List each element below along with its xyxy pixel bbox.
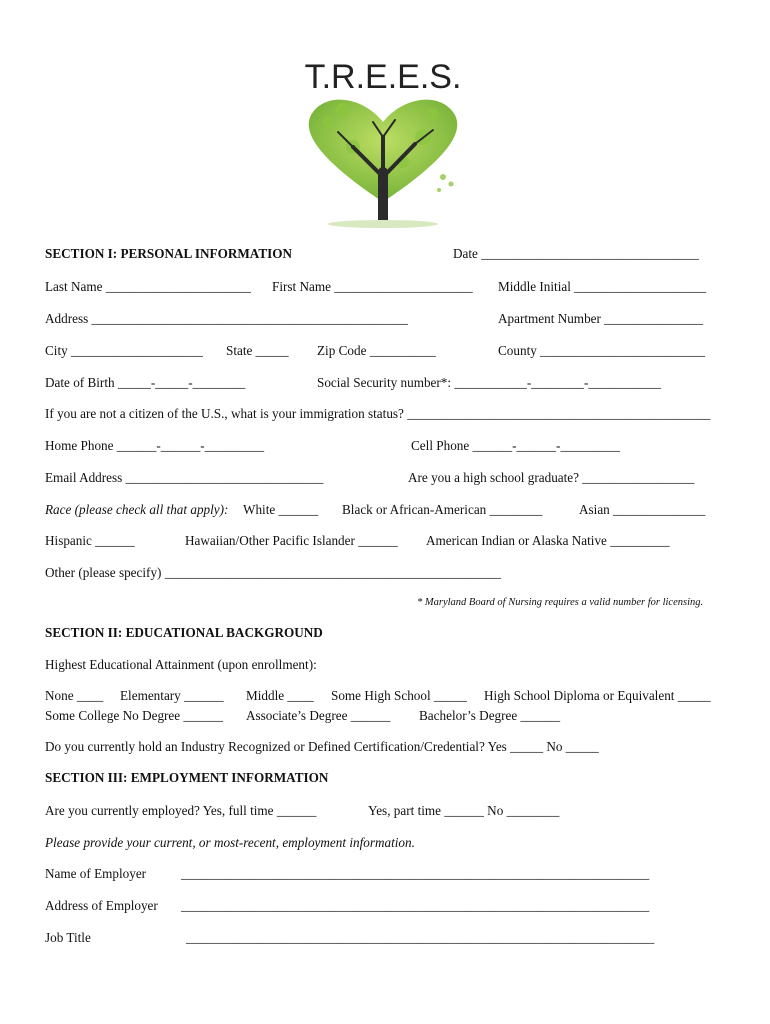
cell-phone-field[interactable]: Cell Phone ______-______-_________: [411, 438, 620, 453]
employment-instruction: Please provide your current, or most-recent, employment information.: [45, 835, 415, 850]
county-field[interactable]: County _________________________: [498, 343, 705, 358]
edu-none-field[interactable]: None ____: [45, 688, 104, 703]
edu-middle-field[interactable]: Middle ____: [246, 688, 314, 703]
edu-bachelors-field[interactable]: Bachelor’s Degree ______: [419, 708, 561, 723]
employed-part-time-field[interactable]: Yes, part time ______ No ________: [368, 803, 560, 818]
race-black-field[interactable]: Black or African-American ________: [342, 502, 543, 517]
zip-field[interactable]: Zip Code __________: [317, 343, 436, 358]
city-field[interactable]: City ____________________: [45, 343, 203, 358]
ssn-field[interactable]: Social Security number*: ___________-________-___________: [317, 375, 661, 390]
svg-text:T.R.E.E.S.: [305, 58, 462, 96]
employer-name-field[interactable]: _______________________________________________________________________: [181, 866, 650, 881]
race-other-field[interactable]: Other (please specify) ___________________________________________________: [45, 565, 502, 580]
employer-name-label: Name of Employer: [45, 866, 147, 881]
race-asian-field[interactable]: Asian ______________: [579, 502, 706, 517]
trees-logo: [283, 52, 483, 232]
last-name-field[interactable]: Last Name ______________________: [45, 279, 251, 294]
race-american-indian-field[interactable]: American Indian or Alaska Native _________: [426, 533, 670, 548]
dob-field[interactable]: Date of Birth _____-_____-________: [45, 375, 246, 390]
job-title-field[interactable]: _______________________________________________________________________: [186, 930, 655, 945]
middle-initial-field[interactable]: Middle Initial ____________________: [498, 279, 707, 294]
heart-tree-icon: [283, 52, 483, 232]
hs-grad-field[interactable]: Are you a high school graduate? _________________: [408, 470, 695, 485]
email-field[interactable]: Email Address ______________________________: [45, 470, 324, 485]
race-hawaiian-field[interactable]: Hawaiian/Other Pacific Islander ______: [185, 533, 398, 548]
employed-full-time-field[interactable]: Are you currently employed? Yes, full time ______: [45, 803, 317, 818]
section1-title: SECTION I: PERSONAL INFORMATION: [45, 246, 293, 261]
edu-some-college-field[interactable]: Some College No Degree ______: [45, 708, 223, 723]
section2-title: SECTION II: EDUCATIONAL BACKGROUND: [45, 625, 323, 640]
footnote: * Maryland Board of Nursing requires a valid number for licensing.: [417, 597, 704, 608]
address-field[interactable]: Address ________________________________________________: [45, 311, 409, 326]
logo-text: T.R.E.E.S.: [304, 58, 462, 96]
edu-hs-diploma-field[interactable]: High School Diploma or Equivalent _____: [484, 688, 711, 703]
section3-title: SECTION III: EMPLOYMENT INFORMATION: [45, 770, 329, 785]
first-name-field[interactable]: First Name _____________________: [272, 279, 473, 294]
apartment-field[interactable]: Apartment Number _______________: [498, 311, 704, 326]
employer-address-label: Address of Employer: [45, 898, 158, 913]
certification-field[interactable]: Do you currently hold an Industry Recognized or Defined Certification/Credential? Yes _____ No _____: [45, 739, 599, 754]
date-field[interactable]: Date _________________________________: [453, 246, 699, 261]
race-white-field[interactable]: White ______: [243, 502, 319, 517]
race-label: Race (please check all that apply):: [45, 502, 229, 517]
home-phone-field[interactable]: Home Phone ______-______-_________: [45, 438, 265, 453]
immigration-field[interactable]: If you are not a citizen of the U.S., what is your immigration status? ______________________________________________: [45, 406, 711, 421]
edu-elementary-field[interactable]: Elementary ______: [120, 688, 224, 703]
edu-some-hs-field[interactable]: Some High School _____: [331, 688, 467, 703]
edu-associates-field[interactable]: Associate’s Degree ______: [246, 708, 391, 723]
highest-education-label: Highest Educational Attainment (upon enrollment):: [45, 657, 317, 672]
race-hispanic-field[interactable]: Hispanic ______: [45, 533, 135, 548]
employer-address-field[interactable]: _______________________________________________________________________: [181, 898, 650, 913]
state-field[interactable]: State _____: [226, 343, 289, 358]
job-title-label: Job Title: [45, 930, 91, 945]
